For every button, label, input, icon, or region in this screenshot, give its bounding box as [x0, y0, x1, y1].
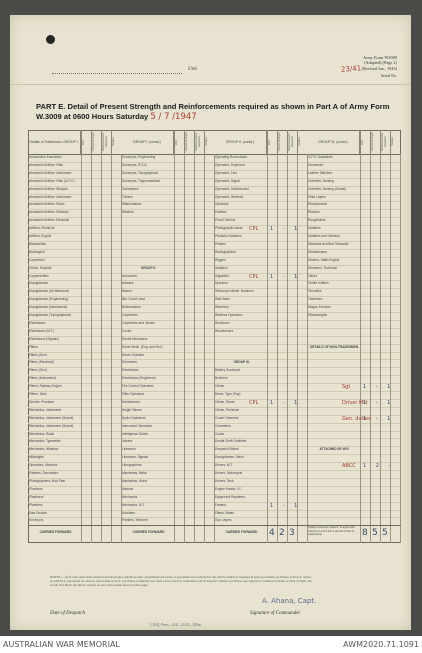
trade-cell — [121, 257, 175, 265]
trade-cell — [307, 407, 361, 415]
sub-header: W.E. — [360, 130, 370, 154]
trade-cell: Fitters, Railway Engine — [29, 384, 62, 389]
sub-header: Posted Strength — [277, 130, 287, 154]
column-rule — [121, 154, 122, 543]
handwritten-rank: CPL — [249, 226, 259, 233]
form-ref-line: Army Form W3009 — [362, 55, 397, 60]
sub-header: Posted Strength — [184, 130, 194, 154]
sub-header: Reinforcements Required — [287, 130, 297, 154]
trade-cell: Fitters, Tank — [29, 392, 47, 396]
sub-header: Reinforcements Required — [380, 130, 390, 154]
trade-cell: Carpenters — [29, 257, 45, 262]
trade-cell: Plasterers — [29, 494, 44, 499]
trade-cell: GROUP II. — [140, 265, 157, 270]
trade-cell — [307, 359, 361, 367]
trade-cell: Tubermen — [308, 297, 323, 302]
trade-cell: Plate Layers — [308, 194, 326, 199]
trade-cell: Armament Artificer Radio — [29, 202, 65, 207]
handwritten-values: 1 - 1 — [363, 415, 395, 422]
form-heading — [36, 102, 396, 122]
trade-cell: Instrument Operators — [122, 423, 153, 428]
trade-cell — [307, 454, 361, 462]
handwritten-rank: CPL — [249, 273, 259, 280]
trade-cell: Riggers — [215, 257, 226, 262]
trade-cell: Intelligence Duties — [122, 431, 149, 436]
handwritten-values: 1 - 1 — [270, 399, 302, 406]
trade-cell: Armament Artificer Weapon — [29, 186, 68, 191]
trade-cell: Cooks — [215, 431, 225, 436]
trade-cell: Woodturners — [215, 328, 234, 333]
trade-cell: Machinists, Wood — [122, 478, 148, 483]
trade-cell — [307, 383, 361, 391]
trade-cell: Tinsmiths — [308, 289, 322, 294]
column-rule — [380, 154, 381, 543]
trade-cell: Mechanics, Instrument (Sound) — [29, 415, 74, 420]
trade-cell — [307, 391, 361, 399]
group-header: Details of Tradesmen. GROUP I. — [28, 130, 81, 154]
trade-cell: Mechanics, Instrument (Sound) — [29, 423, 74, 428]
trade-cell: Ammunition Examiners — [29, 155, 62, 159]
handwritten-values: 1 - 1 — [270, 226, 302, 233]
trade-cell: Dental Clerk Orderlies — [215, 439, 247, 444]
handwritten-date: 23/41 — [340, 64, 362, 74]
trade-cell — [307, 502, 361, 510]
trade-cell: Joiners — [122, 439, 133, 444]
sub-header: W.E. — [174, 130, 184, 154]
trade-cell: Operating Room Assts. — [215, 155, 248, 159]
column-rule — [91, 154, 92, 543]
trade-cell: Bkt. Cook's Asst. — [122, 297, 146, 302]
trade-cell: Photographic Assts. — [215, 226, 244, 231]
column-rule — [204, 154, 205, 543]
trade-cell: Fitters (Electrical) — [29, 360, 54, 365]
trade-cell: Opticians — [215, 202, 229, 207]
trade-cell: Blacksmiths — [29, 241, 47, 246]
trade-cell: Wagon Erectors — [308, 305, 331, 310]
trade-cell: Despatch Riders — [215, 447, 239, 452]
column-rule — [81, 154, 82, 543]
handwritten-total: 5 — [382, 528, 388, 539]
trade-cell: Bakers — [122, 289, 132, 294]
trade-cell: Driver Mech. (Eng. and Ref.) — [122, 344, 163, 349]
trade-cell — [307, 470, 361, 478]
trade-cell: Armament Artificer Electrical — [29, 218, 70, 223]
trade-cell: DETAILS OF NON-TRADESMEN. — [310, 344, 359, 349]
trade-cell: Painters — [215, 210, 227, 215]
trade-cell: Surveyors — [29, 518, 44, 523]
caption-right: AWM2020.71.1091 — [343, 640, 419, 649]
column-rule — [174, 154, 175, 543]
trade-cell: Dental Mechanics — [122, 336, 148, 341]
trade-cell: Operators, Line — [215, 170, 237, 175]
trade-cell: Farriers — [215, 502, 226, 507]
trade-cell: Hydro Operators — [122, 415, 146, 420]
strength-table — [28, 130, 401, 575]
carried-forward-label: CARRIED FORWARD — [132, 530, 165, 535]
trade-cell: Drivers, Motorcycle — [215, 471, 243, 475]
trade-cell: Coach Trimmers — [215, 415, 239, 420]
trade-cell: Predictor Numbers — [215, 234, 242, 238]
caption-left: AUSTRALIAN WAR MEMORIAL — [3, 640, 120, 649]
trade-cell: Hairdressers — [122, 399, 141, 404]
trade-cell: Battery Surveyors — [215, 368, 241, 373]
trade-cell: Driver, Type (Pay) — [215, 392, 241, 396]
trade-cell: Clerks, Stores — [215, 399, 236, 404]
sub-header: Surplus — [390, 130, 400, 154]
trade-cell — [307, 510, 361, 518]
trade-cell — [121, 241, 175, 249]
trade-cell: Lithographers — [122, 463, 142, 468]
trade-cell: Printers — [215, 241, 226, 246]
trade-cell: Fire Control Operators — [122, 384, 154, 389]
trade-cell — [214, 344, 268, 352]
form-ref-line: (Revised Jan., 1943) — [361, 65, 397, 71]
trade-cell: Fitters (Gun) — [29, 352, 47, 357]
trade-cell — [307, 486, 361, 494]
column-rule — [307, 154, 308, 543]
trade-cell: Mechanics, M.T. — [122, 502, 146, 507]
column-rule — [101, 154, 102, 543]
trade-cell: Armament Artificer Fitter (A.F.V.) — [29, 178, 75, 183]
sub-header: Posted Strength — [370, 130, 380, 154]
trade-cell: Textile Knitters — [308, 281, 329, 286]
trade-cell: Orderlies, Nursing (Dental) — [308, 186, 346, 191]
trade-cell: Carpenters and Joiners — [122, 320, 156, 325]
trade-cell: Fitters (Gun) — [29, 368, 47, 373]
trade-cell: Watchmakers — [122, 202, 142, 207]
column-rule — [214, 154, 215, 543]
trade-cell: Mechanics, Typewriter — [29, 439, 61, 444]
handwritten-rank: CPL — [249, 399, 259, 406]
trade-cell: Coppersmiths — [29, 273, 49, 278]
trade-cell — [307, 494, 361, 502]
sub-header: Posted Strength — [91, 130, 101, 154]
trade-cell: Fitters (Instrument) — [29, 376, 56, 381]
trade-cell: Wheelwrights — [308, 313, 328, 317]
carried-forward-label: CARRIED FORWARD — [225, 530, 258, 535]
trade-cell: Carpenters — [122, 313, 138, 317]
trade-cell: Wireless Operators — [215, 313, 243, 317]
totals-note: Totals of columns marked * to agree with columns 4 and 5 and 1 and 20 of Part A, respectively. — [308, 526, 355, 537]
trade-cell: Artificer, Electrical — [29, 226, 55, 231]
trade-cell: Stewards and Bed Stewards — [308, 241, 349, 246]
trade-cell: Photographers, Mod Plan — [29, 478, 66, 483]
trade-cell: Drummers — [122, 360, 137, 365]
trade-cell: Wheelers — [215, 305, 229, 310]
sub-header: Surplus — [297, 130, 307, 154]
handwritten-rank: Sgt — [342, 384, 351, 391]
column-rule — [297, 154, 298, 543]
trade-cell: Boilermakers — [122, 305, 141, 310]
trade-cell: Draughtsmen (Topographical) — [29, 313, 71, 317]
trade-cell: Saddlers and Harness — [308, 234, 340, 238]
handwritten-total: 8 — [362, 528, 368, 539]
trade-cell: Plumbers — [29, 502, 43, 507]
trade-cell: Clerks, Technical — [215, 407, 240, 412]
fold-line — [10, 84, 411, 85]
column-rule — [184, 154, 185, 543]
trade-cell: Orderlies, Nursing — [308, 178, 334, 183]
signature-label: Signature of Commander — [250, 611, 301, 616]
handwritten-total: 3 — [289, 528, 295, 539]
trade-cell: Surveyors, Engineering — [122, 155, 156, 159]
trade-cell: Gun Layers — [215, 518, 232, 523]
trade-cell: Pencil Seniors — [215, 218, 236, 223]
unit-label: Unit — [188, 67, 197, 72]
punch-hole — [46, 35, 55, 44]
trade-cell — [121, 225, 175, 233]
column-rule — [194, 154, 195, 543]
handwritten-rank: ABCC — [342, 463, 356, 470]
trade-cell: Fitter Operators — [122, 392, 145, 396]
trade-cell: Artificer, Engine — [29, 234, 52, 238]
trade-cell: Wall Sister — [215, 297, 231, 302]
form-reference — [362, 55, 397, 71]
column-rule — [287, 154, 288, 543]
heading-text: PART E. Detail of Present Strength and Reinforcements required as shown in Part A of Army Form W.3009 at 0600 Hours Saturday — [36, 102, 390, 121]
trade-cell: Welders — [122, 210, 134, 215]
trade-cell: Saddlers — [308, 226, 321, 231]
trade-cell: Draughtsmen, Mech. — [215, 455, 245, 460]
form-ref-line: (Adapted) (Page 2) — [364, 60, 397, 66]
trade-cell: Toolmakers — [122, 186, 139, 191]
trade-cell: Mechanics, Instrument — [29, 407, 62, 412]
trade-cell: Storemen, Technical — [308, 265, 337, 270]
trade-cell: Fitters' Mates — [215, 510, 235, 515]
trade-cell — [307, 423, 361, 431]
form-sheet — [10, 15, 411, 630]
trade-cell: Tailors — [308, 273, 318, 278]
trade-cell: Armament Artificer Instrument — [29, 194, 72, 199]
trade-cell: GROUP III. — [233, 360, 250, 365]
trade-cell: Mechanics, Wireless — [29, 447, 59, 452]
trade-cell — [307, 367, 361, 375]
serial-label: Serial No. — [380, 73, 397, 78]
trade-cell — [307, 320, 361, 328]
carried-forward-label: CARRIED FORWARD — [39, 530, 72, 535]
trade-cell: Electricians — [122, 368, 139, 373]
column-rule — [277, 154, 278, 543]
heading-date: 5 / 7 /1947 — [150, 112, 197, 122]
trade-cell — [307, 438, 361, 446]
trade-cell: Surveyors, Trigonometrical — [122, 178, 160, 183]
trade-cell: Drivers, M.T. — [215, 463, 233, 468]
trade-cell — [121, 249, 175, 257]
sub-header: W.E. — [267, 130, 277, 154]
column-rule — [400, 154, 401, 543]
trade-cell — [307, 431, 361, 439]
date-of-despatch-label: Date of Despatch — [50, 611, 85, 616]
trade-cell — [307, 352, 361, 360]
trade-cell: Machinists, Metal — [122, 471, 147, 475]
sub-header: Reinforcements Required — [194, 130, 204, 154]
trade-cell: Saddlers — [215, 265, 228, 270]
group-header: GROUP III. (contd.) — [307, 130, 360, 154]
handwritten-total: 5 — [372, 528, 378, 539]
trade-cell: Electricians (Signals) — [29, 336, 59, 341]
trade-cell: Grinder, Precision — [29, 399, 55, 404]
column-rule — [267, 154, 268, 543]
trade-cell: ATTACHED BY W.E. — [319, 447, 350, 452]
form-notes: NOTES.—(a) If tank other than artisan is involved give details as kept. (b) Authorised trades or specialists not included in list will be added as required in space provided. (c) Where A.W.A.S. and/or A.A.M.W.S. personnel are shown, add details at back. (d) Where tradesmen not rated can be used as tradesmen, put in Surplus column. (e) Where any support or addition is made as back of form, the words 'See Back' should be written in one of the blank spaces in this page. — [50, 575, 312, 588]
trade-cell: Masons — [122, 486, 134, 491]
trade-cell: Electricians — [29, 320, 46, 325]
trade-cell: Surveyors, R.S.A. — [122, 162, 148, 167]
trade-cell — [121, 217, 175, 225]
trade-cell: Artisans — [122, 281, 134, 286]
handwritten-rank: Gen. duties — [342, 415, 371, 422]
trade-cell: Equipment Repairers — [215, 494, 245, 499]
trade-cell: Draughtsmen (Engineering) — [29, 297, 69, 302]
trade-cell: Moulders — [122, 510, 136, 515]
trade-cell: Surveyors, Topographical — [122, 170, 158, 175]
trade-cell: Woodmen — [215, 320, 230, 325]
trade-cell: Electricians (M.T.) — [29, 328, 55, 333]
trade-cell: Saw Doctors — [29, 510, 48, 515]
handwritten-values: 1 - 1 — [270, 273, 302, 280]
trade-cell: Receptionists — [308, 202, 328, 207]
column-rule — [111, 154, 112, 543]
trade-cell: Riveters — [308, 210, 320, 215]
commander-signature: A. Ahana, Capt. — [262, 597, 317, 605]
trade-cell: G.P.O. Assistants — [308, 155, 333, 159]
trade-cell — [307, 328, 361, 336]
trade-cell: Operators, Signal — [215, 178, 240, 183]
trade-cell: Leather Stitchers — [308, 170, 333, 175]
trade-cell: Stokers, Static Engine — [308, 257, 340, 262]
trade-cell: Draughtsmen — [29, 281, 49, 286]
trade-cell: Armament Artificer Instrument — [29, 170, 72, 175]
unit-line — [52, 73, 182, 74]
trade-cell — [307, 375, 361, 383]
trade-cell — [307, 336, 361, 344]
sub-header: Surplus — [204, 130, 214, 154]
trade-cell: Driver-Operator — [122, 352, 145, 357]
trade-cell: Height Takers — [122, 407, 142, 412]
trade-cell: Electricians (Engineers) — [122, 376, 156, 381]
sub-header: Surplus — [111, 130, 121, 154]
trade-cell: Armourers — [122, 273, 137, 278]
trade-cell: Storekeepers — [308, 249, 327, 254]
trade-cell: Roughriders — [308, 218, 326, 223]
trade-cell: Clerks — [215, 384, 225, 389]
handwritten-values: 1 - 1 — [363, 399, 395, 406]
trade-cell: Sparkers — [215, 281, 228, 286]
group-header: GROUP II. (contd.) — [214, 130, 267, 154]
trade-cell: Armament Artificer Wireless — [29, 210, 69, 215]
printer-imprint: L.H.Q. Press—316—21/43—816m. — [150, 623, 203, 627]
trade-cell: Clerks, Hospital — [29, 265, 52, 270]
handwritten-total: 4 — [269, 528, 275, 539]
trade-cell: Fitters — [29, 344, 38, 349]
handwritten-values: 1 - 1 — [270, 502, 302, 509]
trade-cell — [121, 233, 175, 241]
trade-cell: Mechanics, Radio — [29, 431, 55, 436]
trade-cell: Linesmen, Signals — [122, 455, 149, 460]
trade-cell: Draughtsmen (Architectural) — [29, 289, 69, 294]
sub-header: W.E. — [81, 130, 91, 154]
trade-cell: Engine Hands, I.C. — [215, 486, 242, 491]
trade-cell: Operators, Switchboard — [215, 186, 249, 191]
trade-cell — [214, 352, 268, 360]
trade-cell: Cooks — [122, 328, 132, 333]
trade-cell: Radiographers — [215, 249, 236, 254]
group-header: GROUP I. (contd.) — [121, 130, 174, 154]
trade-cell: Millwrights — [29, 455, 44, 460]
column-rule — [360, 154, 361, 543]
trade-cell: Linesmen — [122, 447, 136, 452]
trade-cell — [307, 478, 361, 486]
trade-cell: Draughtsmen (Mechanical) — [29, 305, 68, 310]
trade-cell: Turners — [122, 194, 133, 199]
trade-cell: Painters, Textured — [122, 518, 148, 523]
trade-cell: Telescope Identit. Numbers — [215, 289, 254, 294]
handwritten-values: 1 - 1 — [363, 384, 395, 391]
trade-cell: Plumbers — [29, 486, 43, 491]
trade-cell: Concreters — [215, 423, 231, 428]
handwritten-rank: Driver Mst — [342, 399, 368, 406]
handwritten-values: 1 2 - — [363, 463, 395, 470]
trade-cell: Butchers — [215, 376, 228, 381]
handwritten-total: 2 — [279, 528, 285, 539]
sub-header: Reinforcements Required — [101, 130, 111, 154]
trade-cell: Operators, Keyboard — [215, 162, 245, 167]
trade-cell: Bricklayers — [29, 249, 45, 254]
column-rule — [370, 154, 371, 543]
column-rule — [390, 154, 391, 543]
trade-cell: Drivers, Tank — [215, 478, 234, 483]
trade-cell: Operators, Wireless — [29, 463, 58, 468]
trade-cell: Painters, Decorators — [29, 471, 59, 475]
trade-cell: Housemen — [308, 162, 324, 167]
trade-cell — [214, 336, 268, 344]
trade-cell — [307, 517, 361, 525]
trade-cell: Mechanics — [122, 494, 138, 499]
trade-cell: Operators, Wireless — [215, 194, 244, 199]
trade-cell: Armament Artificer Fitter — [29, 162, 64, 167]
trade-cell: Signallers — [215, 273, 229, 278]
